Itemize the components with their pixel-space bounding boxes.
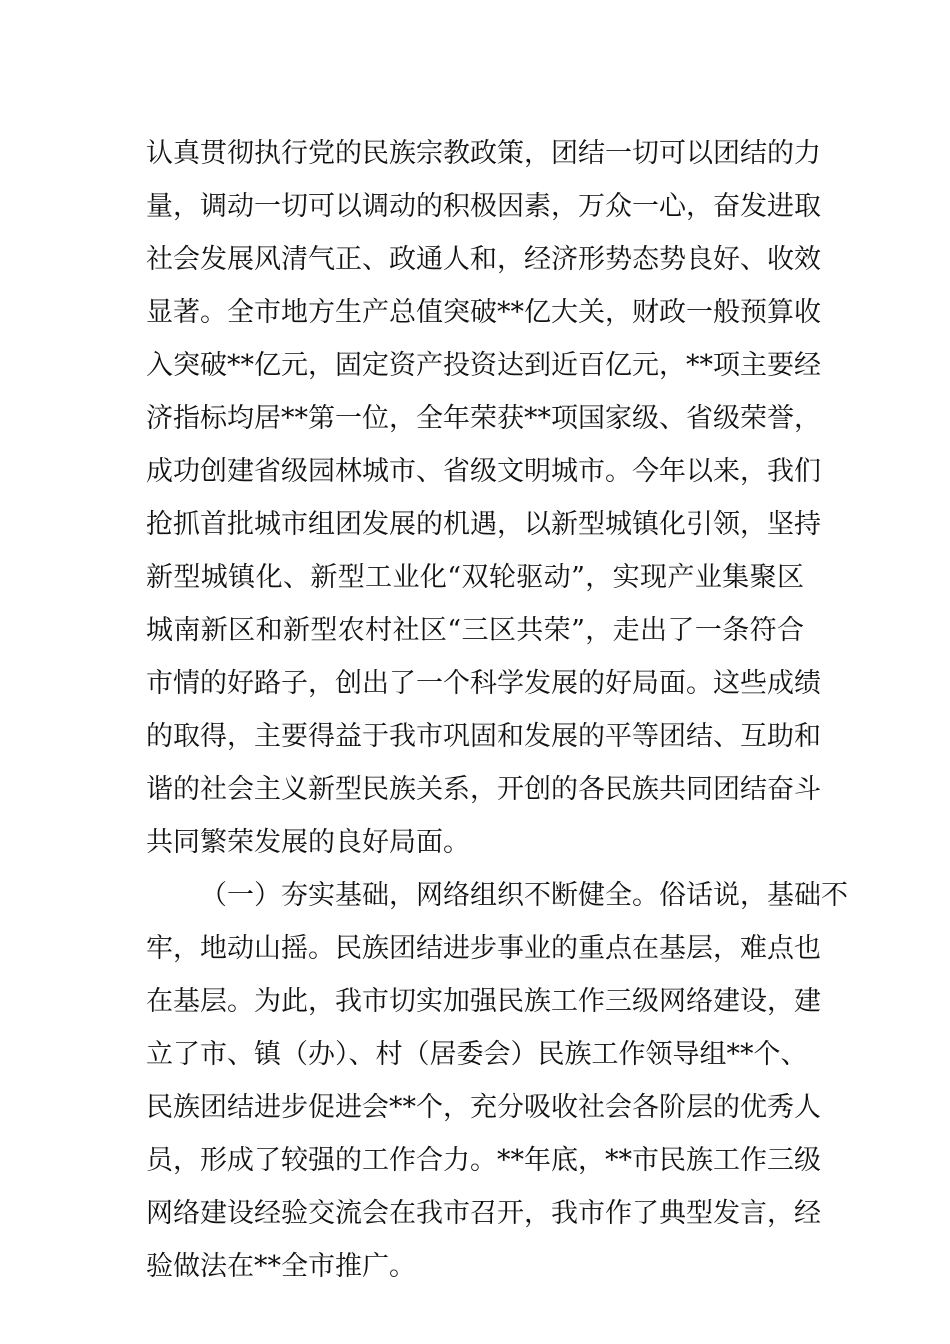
text-line: 成功创建省级园林城市、省级文明城市。今年以来，我们 — [146, 456, 821, 487]
text-line: 济指标均居**第一位，全年荣获**项国家级、省级荣誉， — [146, 403, 821, 434]
text-line: 牢，地动山摇。民族团结进步事业的重点在基层，难点也 — [146, 933, 821, 964]
text-line: 城南新区和新型农村社区“三区共荣”，走出了一条符合 — [146, 615, 804, 646]
text-line: 立了市、镇（办）、村（居委会）民族工作领导组**个、 — [146, 1039, 808, 1070]
text-line: 量，调动一切可以调动的积极因素，万众一心，奋发进取 — [146, 191, 821, 222]
document-body — [146, 127, 848, 1293]
text-line: 共同繁荣发展的良好局面。 — [146, 827, 470, 858]
text-line: 认真贯彻执行党的民族宗教政策，团结一切可以团结的力 — [146, 138, 821, 169]
text-line: 验做法在**全市推广。 — [146, 1251, 416, 1282]
text-line: 谐的社会主义新型民族关系，开创的各民族共同团结奋斗 — [146, 774, 821, 805]
paragraph-network-organization — [146, 869, 848, 1293]
text-line: 显著。全市地方生产总值突破**亿大关，财政一般预算收 — [146, 297, 821, 328]
text-line: 网络建设经验交流会在我市召开，我市作了典型发言，经 — [146, 1198, 821, 1229]
text-line: 员，形成了较强的工作合力。**年底，**市民族工作三级 — [146, 1145, 821, 1176]
text-line: 在基层。为此，我市切实加强民族工作三级网络建设，建 — [146, 986, 821, 1017]
text-line: 新型城镇化、新型工业化“双轮驱动”，实现产业集聚区 — [146, 562, 804, 593]
text-line: 社会发展风清气正、政通人和，经济形势态势良好、收效 — [146, 244, 821, 275]
section-heading-line: （一）夯实基础，网络组织不断健全。俗话说，基础不 — [200, 880, 848, 911]
text-line: 抢抓首批城市组团发展的机遇，以新型城镇化引领，坚持 — [146, 509, 821, 540]
text-line: 民族团结进步促进会**个，充分吸收社会各阶层的优秀人 — [146, 1092, 821, 1123]
text-line: 市情的好路子，创出了一个科学发展的好局面。这些成绩 — [146, 668, 821, 699]
text-line: 入突破**亿元，固定资产投资达到近百亿元，**项主要经 — [146, 350, 821, 381]
text-line: 的取得，主要得益于我市巩固和发展的平等团结、互助和 — [146, 721, 821, 752]
paragraph-achievements — [146, 127, 821, 869]
